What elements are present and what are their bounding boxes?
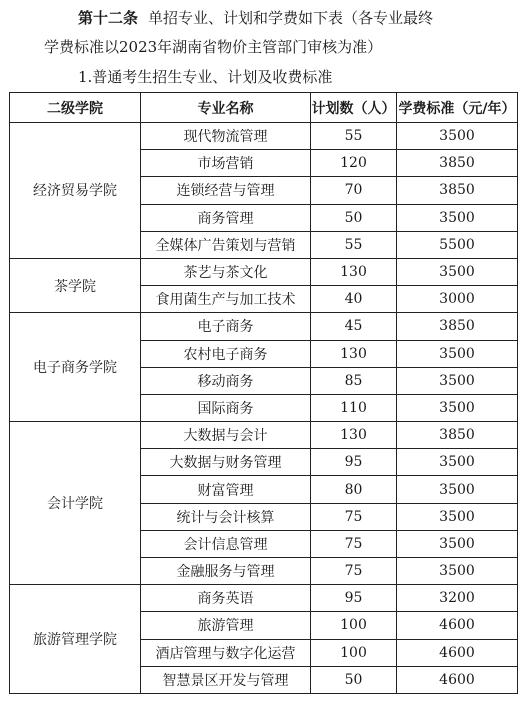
- subheading: 1.普通考生招生专业、计划及收费标准: [78, 68, 333, 86]
- fee-cell: 3500: [397, 123, 518, 150]
- major-cell: 移动商务: [141, 367, 311, 394]
- fee-cell: 3850: [397, 150, 518, 177]
- major-cell: 商务英语: [141, 585, 311, 612]
- major-cell: 食用菌生产与加工技术: [141, 286, 311, 313]
- major-cell: 茶艺与茶文化: [141, 258, 311, 285]
- plan-cell: 75: [311, 503, 397, 530]
- fee-cell: 5500: [397, 231, 518, 258]
- major-cell: 电子商务: [141, 313, 311, 340]
- fee-cell: 3500: [397, 394, 518, 421]
- plan-cell: 130: [311, 340, 397, 367]
- fee-cell: 3500: [397, 204, 518, 231]
- plan-cell: 95: [311, 585, 397, 612]
- plan-cell: 55: [311, 231, 397, 258]
- major-cell: 商务管理: [141, 204, 311, 231]
- table-row: [10, 123, 518, 150]
- plan-cell: 75: [311, 530, 397, 557]
- table-row: [10, 585, 518, 612]
- plan-cell: 100: [311, 612, 397, 639]
- fee-cell: 3850: [397, 422, 518, 449]
- major-cell: 酒店管理与数字化运营: [141, 639, 311, 666]
- table-header-row: [10, 93, 518, 123]
- fee-cell: 3500: [397, 367, 518, 394]
- plan-cell: 70: [311, 177, 397, 204]
- major-cell: 全媒体广告策划与营销: [141, 231, 311, 258]
- major-cell: 国际商务: [141, 394, 311, 421]
- article-text-1: 单招专业、计划和学费如下表（各专业最终: [148, 9, 434, 27]
- fee-cell: 3500: [397, 530, 518, 557]
- fee-cell: 4600: [397, 639, 518, 666]
- fee-cell: 3850: [397, 313, 518, 340]
- plan-cell: 75: [311, 558, 397, 585]
- header-college: 二级学院: [10, 93, 141, 123]
- plan-cell: 80: [311, 476, 397, 503]
- header-major: 专业名称: [141, 93, 311, 123]
- fee-cell: 3200: [397, 585, 518, 612]
- table-row: [10, 313, 518, 340]
- major-cell: 连锁经营与管理: [141, 177, 311, 204]
- plan-cell: 130: [311, 422, 397, 449]
- fee-cell: 3500: [397, 258, 518, 285]
- table-row: [10, 258, 518, 285]
- fee-cell: 3500: [397, 503, 518, 530]
- major-cell: 农村电子商务: [141, 340, 311, 367]
- college-cell: 会计学院: [10, 422, 141, 585]
- major-cell: 大数据与会计: [141, 422, 311, 449]
- plan-cell: 120: [311, 150, 397, 177]
- header-fee: 学费标准（元/年）: [397, 93, 518, 123]
- fee-cell: 3500: [397, 340, 518, 367]
- college-cell: 旅游管理学院: [10, 585, 141, 694]
- plan-cell: 55: [311, 123, 397, 150]
- fee-cell: 3500: [397, 476, 518, 503]
- fee-cell: 4600: [397, 666, 518, 693]
- article-line-1: [78, 7, 433, 28]
- enrollment-table: [9, 92, 518, 694]
- plan-cell: 95: [311, 449, 397, 476]
- plan-cell: 110: [311, 394, 397, 421]
- article-label: 第十二条: [78, 9, 139, 27]
- plan-cell: 50: [311, 666, 397, 693]
- fee-cell: 4600: [397, 612, 518, 639]
- plan-cell: 45: [311, 313, 397, 340]
- major-cell: 大数据与财务管理: [141, 449, 311, 476]
- major-cell: 金融服务与管理: [141, 558, 311, 585]
- fee-cell: 3500: [397, 449, 518, 476]
- fee-cell: 3850: [397, 177, 518, 204]
- table-body: [10, 123, 518, 694]
- plan-cell: 100: [311, 639, 397, 666]
- table-row: [10, 422, 518, 449]
- article-line-2: 学费标准以2023年湖南省物价主管部门审核为准）: [44, 38, 383, 56]
- major-cell: 统计与会计核算: [141, 503, 311, 530]
- major-cell: 旅游管理: [141, 612, 311, 639]
- plan-cell: 85: [311, 367, 397, 394]
- college-cell: 茶学院: [10, 258, 141, 312]
- major-cell: 智慧景区开发与管理: [141, 666, 311, 693]
- major-cell: 会计信息管理: [141, 530, 311, 557]
- plan-cell: 50: [311, 204, 397, 231]
- fee-cell: 3500: [397, 558, 518, 585]
- header-plan: 计划数（人）: [311, 93, 397, 123]
- plan-cell: 40: [311, 286, 397, 313]
- major-cell: 市场营销: [141, 150, 311, 177]
- fee-cell: 3000: [397, 286, 518, 313]
- college-cell: 电子商务学院: [10, 313, 141, 422]
- college-cell: 经济贸易学院: [10, 123, 141, 259]
- major-cell: 现代物流管理: [141, 123, 311, 150]
- major-cell: 财富管理: [141, 476, 311, 503]
- plan-cell: 130: [311, 258, 397, 285]
